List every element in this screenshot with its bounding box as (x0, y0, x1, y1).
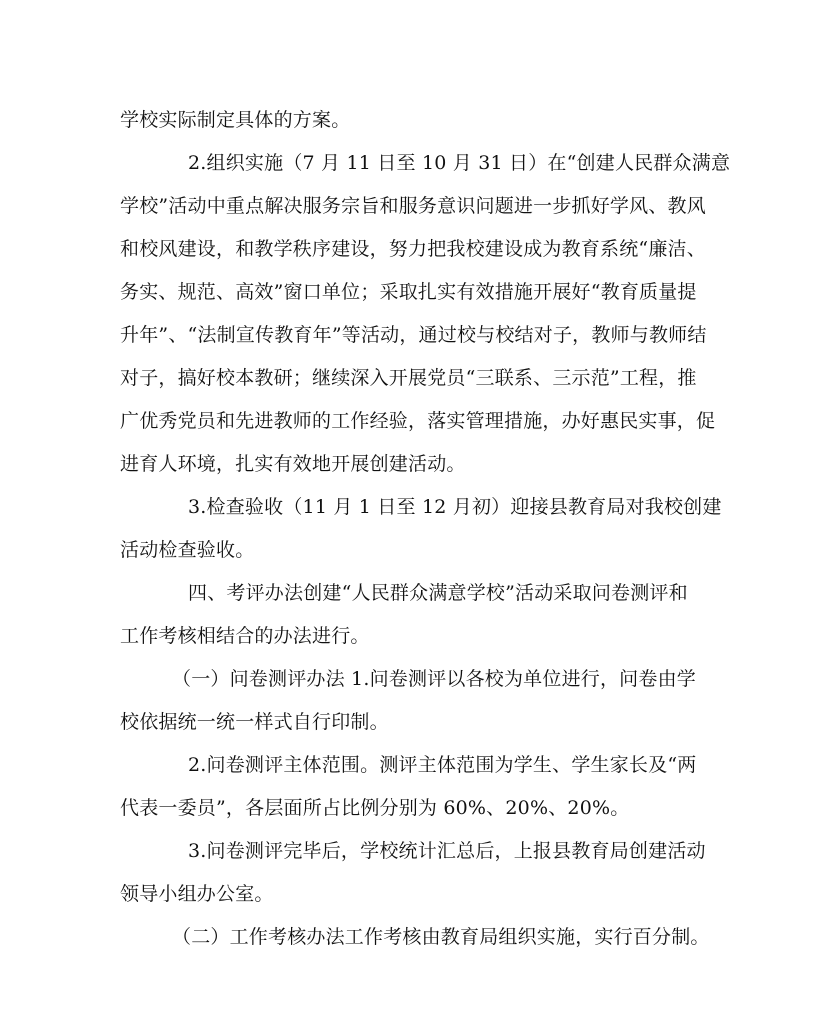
text-line-7: 对子，搞好校本教研；继续深入开展党员“三联系、三示范”工程，推 (120, 367, 697, 389)
text-line-19: 领导小组办公室。 (120, 883, 274, 905)
text-line-11: 活动检查验收。 (120, 539, 255, 561)
text-line-9: 进育人环境，扎实有效地开展创建活动。 (120, 453, 466, 475)
text-line-14: （一）问卷测评办法 1.问卷测评以各校为单位进行，问卷由学 (172, 668, 696, 690)
text-line-18: 3.问卷测评完毕后，学校统计汇总后，上报县教育局创建活动 (188, 840, 706, 862)
text-line-3: 学校”活动中重点解决服务宗旨和服务意识问题进一步抓好学风、教风 (120, 195, 706, 217)
text-line-4: 和校风建设，和教学秩序建设，努力把我校建设成为教育系统“廉洁、 (120, 238, 706, 260)
text-line-20: （二）工作考核办法工作考核由教育局组织实施，实行百分制。 (172, 926, 710, 948)
text-line-13: 工作考核相结合的办法进行。 (120, 625, 370, 647)
text-line-10: 3.检查验收（11 月 1 日至 12 月初）迎接县教育局对我校创建 (188, 496, 722, 518)
text-line-12: 四、考评办法创建“人民群众满意学校”活动采取问卷测评和 (188, 582, 688, 604)
text-line-1: 学校实际制定具体的方案。 (120, 109, 351, 131)
text-line-16: 2.问卷测评主体范围。测评主体范围为学生、学生家长及“两 (188, 754, 697, 776)
text-line-2: 2.组织实施（7 月 11 日至 10 月 31 日）在“创建人民群众满意 (188, 152, 731, 174)
text-line-17: 代表一委员”，各层面所占比例分别为 60%、20%、20%。 (120, 797, 630, 819)
text-line-6: 升年”、“法制宣传教育年”等活动，通过校与校结对子，教师与教师结 (120, 324, 707, 346)
text-line-8: 广优秀党员和先进教师的工作经验，落实管理措施，办好惠民实事，促 (120, 410, 716, 432)
text-line-15: 校依据统一统一样式自行印制。 (120, 711, 389, 733)
text-line-5: 务实、规范、高效”窗口单位；采取扎实有效措施开展好“教育质量提 (120, 281, 697, 303)
